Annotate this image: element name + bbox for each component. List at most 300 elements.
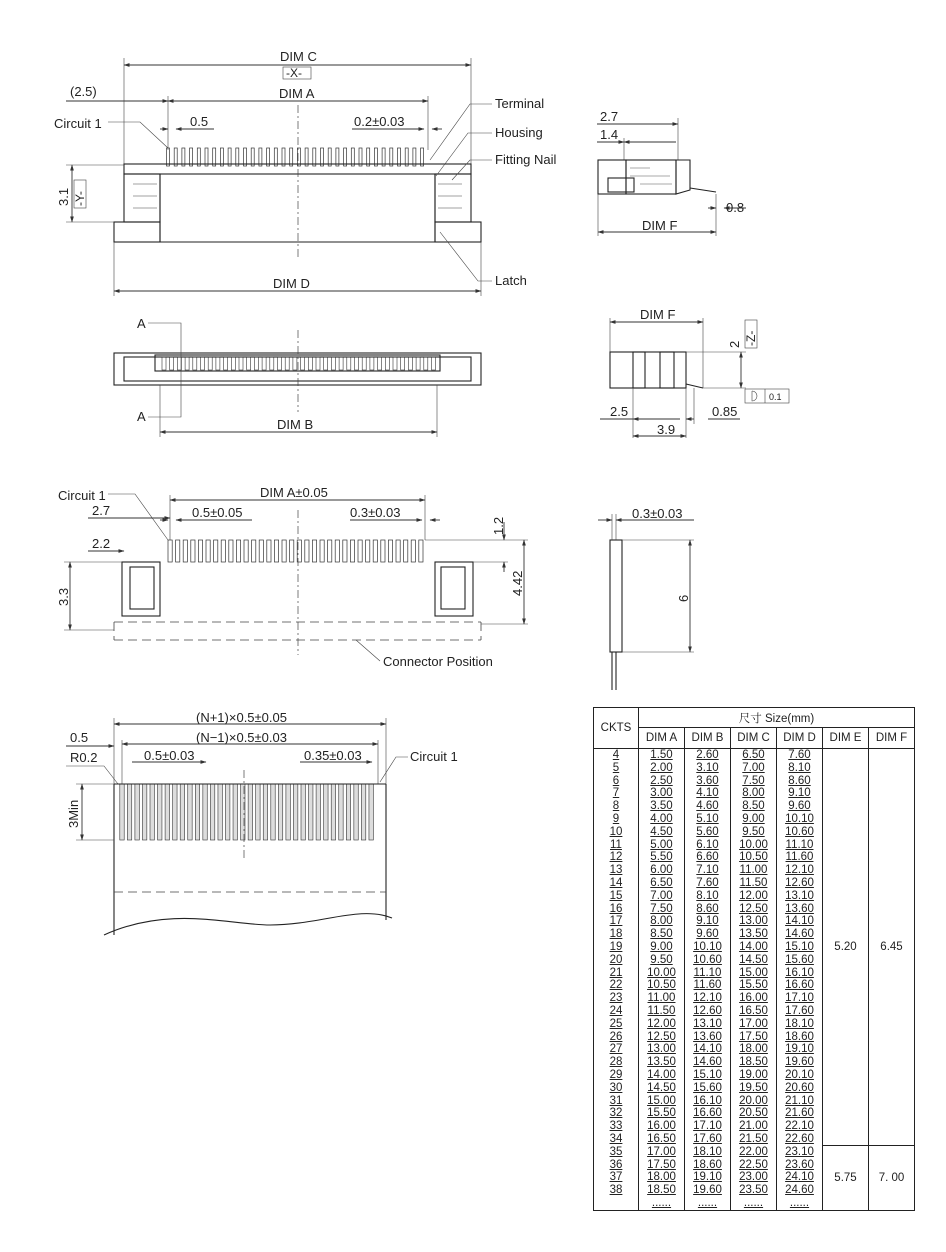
- top-pin: [424, 357, 428, 370]
- top-pin: [170, 357, 174, 370]
- pcb-pad: [221, 540, 225, 562]
- pcb-pad: [176, 540, 180, 562]
- dim-cell: 7.10: [685, 864, 731, 877]
- top-pin: [216, 357, 220, 370]
- pcb-pad: [244, 540, 248, 562]
- dim-cell: 9.10: [777, 787, 823, 800]
- dim-cell: 7.50: [731, 775, 777, 788]
- dim-cell: 11.50: [639, 1005, 685, 1018]
- dim-cell: 24.60: [777, 1184, 823, 1197]
- dim-cell: 20.60: [777, 1082, 823, 1095]
- dim-cell: 18.00: [639, 1171, 685, 1184]
- terminal-pin: [244, 148, 247, 166]
- col-dim-b: DIM B: [685, 728, 731, 749]
- terminal-pin: [328, 148, 331, 166]
- dim-cell: 18.50: [639, 1184, 685, 1197]
- dim-cell: 11.00: [639, 992, 685, 1005]
- col-dim-c: DIM C: [731, 728, 777, 749]
- cable-d05: 0.5: [70, 730, 89, 745]
- side-view: [597, 109, 746, 236]
- terminal-pin: [313, 148, 316, 166]
- terminal-pin: [367, 148, 370, 166]
- dim-d-label: DIM D: [273, 276, 310, 291]
- cable-trace: [271, 784, 275, 840]
- dim-cell: 17.10: [777, 992, 823, 1005]
- pitch-label: 0.5: [190, 114, 209, 129]
- top-pin: [278, 357, 282, 370]
- dim-cell: 8.60: [685, 903, 731, 916]
- pcb-pad: [396, 540, 400, 562]
- pcb-pad: [381, 540, 385, 562]
- dim-cell: 14.50: [639, 1082, 685, 1095]
- pcb-d27: 2.7: [92, 503, 111, 518]
- dim-cell: ......: [639, 1197, 685, 1210]
- datum-z: -Z-: [744, 330, 758, 346]
- cable-n-plus: (N+1)×0.5±0.05: [196, 710, 287, 725]
- dim-cell: 2.50: [639, 775, 685, 788]
- dim-cell: 3.60: [685, 775, 731, 788]
- top-pin: [316, 357, 320, 370]
- ckts-cell: 28: [594, 1056, 639, 1069]
- dim-cell: 15.10: [685, 1069, 731, 1082]
- pcb-pad: [274, 540, 278, 562]
- dim-cell: 4.00: [639, 813, 685, 826]
- dim-cell: 18.60: [777, 1031, 823, 1044]
- dim-cell: 13.50: [639, 1056, 685, 1069]
- dim-cell: 5.50: [639, 851, 685, 864]
- cable-min-len: 3Min: [66, 799, 81, 828]
- pcb-pad: [404, 540, 408, 562]
- ckts-cell: 11: [594, 839, 639, 852]
- cable-trace: [127, 784, 131, 840]
- dim-cell: 15.50: [731, 979, 777, 992]
- cable-trace: [165, 784, 169, 840]
- pcb-pad: [350, 540, 354, 562]
- dim-cell: 8.50: [731, 800, 777, 813]
- dim-cell: 6.50: [639, 877, 685, 890]
- dim-cell: 9.60: [777, 800, 823, 813]
- cable-trace: [203, 784, 207, 840]
- top-pin: [324, 357, 328, 370]
- dim-cell: 14.50: [731, 954, 777, 967]
- dim-cell: 16.10: [777, 967, 823, 980]
- top-pin: [293, 357, 297, 370]
- dim-cell: 17.60: [685, 1133, 731, 1146]
- ckts-cell: 13: [594, 864, 639, 877]
- pcb-d442: 4.42: [510, 570, 525, 596]
- pcb-pad: [388, 540, 392, 562]
- dim-cell: 17.00: [639, 1146, 685, 1159]
- cable-end-view: [66, 710, 458, 935]
- ckts-cell: 6: [594, 775, 639, 788]
- dim-cell: 13.60: [777, 903, 823, 916]
- cable-trace: [339, 784, 343, 840]
- dim-cell: 8.60: [777, 775, 823, 788]
- ckts-cell: 19: [594, 941, 639, 954]
- dim-cell: 3.00: [639, 787, 685, 800]
- pcb-pad: [267, 540, 271, 562]
- dim-cell: 9.50: [639, 954, 685, 967]
- terminal-pin: [167, 148, 170, 166]
- dim-cell: 15.10: [777, 941, 823, 954]
- cable-pitch: 0.5±0.03: [144, 748, 195, 763]
- pcb-pad: [312, 540, 316, 562]
- top-pin: [301, 357, 305, 370]
- dim-cell: 1.50: [639, 749, 685, 762]
- top-pin: [239, 357, 243, 370]
- cable-trace: [316, 784, 320, 840]
- housing-callout: Housing: [495, 125, 543, 140]
- ckts-cell: 33: [594, 1120, 639, 1133]
- dim-cell: 9.60: [685, 928, 731, 941]
- side2-d25: 2.5: [610, 404, 629, 419]
- cable-trace: [293, 784, 297, 840]
- dim-cell: 6.50: [731, 749, 777, 762]
- pcb-pad: [198, 540, 202, 562]
- ckts-cell: 21: [594, 967, 639, 980]
- terminal-pin: [382, 148, 385, 166]
- side2-d39: 3.9: [657, 422, 676, 437]
- dim-cell: 8.00: [639, 915, 685, 928]
- pcb-pad: [305, 540, 309, 562]
- terminal-pin: [282, 148, 285, 166]
- dim-cell: 16.60: [685, 1107, 731, 1120]
- cable-trace: [248, 784, 252, 840]
- cable-trace: [135, 784, 139, 840]
- top-pin: [393, 357, 397, 370]
- pcb-pad: [290, 540, 294, 562]
- pin-width-label: 0.2±0.03: [354, 114, 405, 129]
- dim-cell: 11.50: [731, 877, 777, 890]
- datum-y: -Y-: [73, 191, 87, 206]
- side-d27: 2.7: [600, 109, 619, 124]
- ckts-cell: 22: [594, 979, 639, 992]
- dim-cell: 14.00: [731, 941, 777, 954]
- flatness-label: 0.1: [769, 392, 782, 402]
- cable-trace: [180, 784, 184, 840]
- pcb-pad: [229, 540, 233, 562]
- dim-cell: 22.60: [777, 1133, 823, 1146]
- terminal-pin: [290, 148, 293, 166]
- dim-cell: 23.60: [777, 1159, 823, 1172]
- dim-cell: 15.60: [685, 1082, 731, 1095]
- ckts-cell: 4: [594, 749, 639, 762]
- dim-cell: 8.10: [685, 890, 731, 903]
- dim-cell: 13.10: [777, 890, 823, 903]
- cable-trace-row: [120, 784, 374, 840]
- dim-cell: 2.00: [639, 762, 685, 775]
- dim-cell: 4.50: [639, 826, 685, 839]
- col-dim-d: DIM D: [777, 728, 823, 749]
- pcb-pad: [358, 540, 362, 562]
- dim-cell: 7.50: [639, 903, 685, 916]
- cable-trace: [210, 784, 214, 840]
- dim-cell: 14.10: [777, 915, 823, 928]
- dim-cell: 17.50: [731, 1031, 777, 1044]
- side-d08: 0.8: [726, 200, 745, 215]
- dim-cell: 7.00: [731, 762, 777, 775]
- cable-trace: [218, 784, 222, 840]
- pcb-circuit1: Circuit 1: [58, 488, 106, 503]
- dim-cell: 12.10: [685, 992, 731, 1005]
- pcb-pad: [328, 540, 332, 562]
- top-pin: [331, 357, 335, 370]
- pcb-pad: [206, 540, 210, 562]
- dim-cell: 10.10: [777, 813, 823, 826]
- terminal-pin: [259, 148, 262, 166]
- top-pin: [432, 357, 436, 370]
- dim-cell: 18.10: [777, 1018, 823, 1031]
- cable-trace: [301, 784, 305, 840]
- dim-cell: 14.60: [685, 1056, 731, 1069]
- dim-cell: 19.60: [777, 1056, 823, 1069]
- dim-cell: 21.10: [777, 1095, 823, 1108]
- cable-trace: [142, 784, 146, 840]
- top-pin-row: [162, 357, 436, 370]
- dim-cell: 16.00: [639, 1120, 685, 1133]
- pcb-pitch: 0.5±0.05: [192, 505, 243, 520]
- dim-cell: 18.60: [685, 1159, 731, 1172]
- cable-trace: [188, 784, 192, 840]
- dim-cell: 13.10: [685, 1018, 731, 1031]
- group1-dim-e: 5.20: [823, 749, 869, 1146]
- pcb-d12: 1.2: [491, 516, 506, 535]
- cable-trace: [173, 784, 177, 840]
- dim-cell: 19.50: [731, 1082, 777, 1095]
- pcb-pad: [214, 540, 218, 562]
- pcb-pad: [259, 540, 263, 562]
- dim-cell: 6.60: [685, 851, 731, 864]
- terminal-pin: [197, 148, 200, 166]
- dim-cell: 5.10: [685, 813, 731, 826]
- cable-trace: [369, 784, 373, 840]
- group2-dim-f: 7. 00: [869, 1146, 915, 1210]
- cable-trace: [278, 784, 282, 840]
- datum-x: -X-: [286, 66, 302, 80]
- cable-trace: [120, 784, 124, 840]
- top-pin: [355, 357, 359, 370]
- dim-b-label: DIM B: [277, 417, 314, 432]
- ckts-header: CKTS: [594, 708, 639, 749]
- dim-cell: 16.00: [731, 992, 777, 1005]
- height-label: 3.1: [56, 187, 71, 206]
- front-view: [54, 49, 557, 296]
- fpc-view: [598, 506, 694, 690]
- terminal-pin: [305, 148, 308, 166]
- dim-cell: 21.50: [731, 1133, 777, 1146]
- dim-cell: 18.00: [731, 1043, 777, 1056]
- dim-cell: 8.10: [777, 762, 823, 775]
- terminal-pin: [213, 148, 216, 166]
- ckts-cell: 20: [594, 954, 639, 967]
- dim-cell: 13.50: [731, 928, 777, 941]
- dim-cell: 10.50: [639, 979, 685, 992]
- top-pin: [262, 357, 266, 370]
- dim-cell: 7.00: [639, 890, 685, 903]
- top-pin: [270, 357, 274, 370]
- terminal-callout: Terminal: [495, 96, 545, 111]
- top-pin: [347, 357, 351, 370]
- dim-cell: 14.10: [685, 1043, 731, 1056]
- dim-cell: 20.00: [731, 1095, 777, 1108]
- dim-cell: 20.50: [731, 1107, 777, 1120]
- dim-cell: 16.50: [731, 1005, 777, 1018]
- pcb-pad: [335, 540, 339, 562]
- cable-trace: [361, 784, 365, 840]
- pcb-pad: [191, 540, 195, 562]
- dim-cell: 12.60: [685, 1005, 731, 1018]
- terminal-pin: [220, 148, 223, 166]
- cable-trace: [150, 784, 154, 840]
- cable-trace: [158, 784, 162, 840]
- dim-cell: 14.60: [777, 928, 823, 941]
- dim-cell: 21.00: [731, 1120, 777, 1133]
- ckts-cell: 23: [594, 992, 639, 1005]
- dim-cell: 6.10: [685, 839, 731, 852]
- dim-cell: 22.10: [777, 1120, 823, 1133]
- ckts-cell: 36: [594, 1159, 639, 1172]
- dim-cell: 12.50: [639, 1031, 685, 1044]
- top-pin: [185, 357, 189, 370]
- dim-cell: 23.50: [731, 1184, 777, 1197]
- dim-cell: 11.60: [777, 851, 823, 864]
- pcb-pad: [419, 540, 423, 562]
- dim-cell: 21.60: [777, 1107, 823, 1120]
- top-pin: [385, 357, 389, 370]
- dim-cell: 10.60: [685, 954, 731, 967]
- ckts-cell: 37: [594, 1171, 639, 1184]
- col-dim-f: DIM F: [869, 728, 915, 749]
- ckts-cell: [594, 1197, 639, 1210]
- latch-callout: Latch: [495, 273, 527, 288]
- pcb-d33: 3.3: [56, 587, 71, 606]
- pcb-pad: [320, 540, 324, 562]
- dim-cell: 15.60: [777, 954, 823, 967]
- dim-cell: 20.10: [777, 1069, 823, 1082]
- ckts-cell: 24: [594, 1005, 639, 1018]
- terminal-pin: [374, 148, 377, 166]
- ckts-cell: 10: [594, 826, 639, 839]
- dim-a-label: DIM A: [279, 86, 315, 101]
- cable-trace: [331, 784, 335, 840]
- dim-cell: 13.00: [639, 1043, 685, 1056]
- cable-trace: [309, 784, 313, 840]
- top-pin: [224, 357, 228, 370]
- dim-cell: 19.10: [777, 1043, 823, 1056]
- dim-cell: 7.60: [685, 877, 731, 890]
- cable-trace: [256, 784, 260, 840]
- top-pin: [370, 357, 374, 370]
- ckts-cell: 16: [594, 903, 639, 916]
- top-pin: [401, 357, 405, 370]
- size-table: [593, 707, 915, 1211]
- top-pin: [208, 357, 212, 370]
- dim-cell: 24.10: [777, 1171, 823, 1184]
- cable-trace: [263, 784, 267, 840]
- cable-trace: [324, 784, 328, 840]
- top-pin: [308, 357, 312, 370]
- top-pin: [362, 357, 366, 370]
- dim-cell: 18.10: [685, 1146, 731, 1159]
- terminal-pin: [351, 148, 354, 166]
- cable-trace: [195, 784, 199, 840]
- top-pin: [408, 357, 412, 370]
- ckts-cell: 12: [594, 851, 639, 864]
- cable-circuit1: Circuit 1: [410, 749, 458, 764]
- dim-cell: 10.60: [777, 826, 823, 839]
- cable-trace: [286, 784, 290, 840]
- pcb-pad: [343, 540, 347, 562]
- dim-cell: 8.50: [639, 928, 685, 941]
- ckts-cell: 25: [594, 1018, 639, 1031]
- dim-cell: 10.00: [731, 839, 777, 852]
- dim-cell: 15.00: [639, 1095, 685, 1108]
- dim-cell: 17.00: [731, 1018, 777, 1031]
- dim-cell: 10.10: [685, 941, 731, 954]
- ckts-cell: 26: [594, 1031, 639, 1044]
- table-row: [594, 1146, 915, 1159]
- ckts-cell: 34: [594, 1133, 639, 1146]
- dim-cell: ......: [685, 1197, 731, 1210]
- dim-cell: 17.50: [639, 1159, 685, 1172]
- top-pin: [339, 357, 343, 370]
- dim-cell: 2.60: [685, 749, 731, 762]
- dim-cell: 22.50: [731, 1159, 777, 1172]
- terminal-pin: [359, 148, 362, 166]
- top-pin: [193, 357, 197, 370]
- ckts-cell: 31: [594, 1095, 639, 1108]
- dim-cell: ......: [777, 1197, 823, 1210]
- top-pin: [201, 357, 205, 370]
- pcb-pad-row: [168, 540, 423, 562]
- top-pin: [254, 357, 258, 370]
- cable-trace: [233, 784, 237, 840]
- dim-cell: 11.60: [685, 979, 731, 992]
- offset-label: (2.5): [70, 84, 97, 99]
- ckts-cell: 9: [594, 813, 639, 826]
- terminal-pin: [336, 148, 339, 166]
- top-pin: [416, 357, 420, 370]
- col-dim-e: DIM E: [823, 728, 869, 749]
- dim-cell: 12.60: [777, 877, 823, 890]
- dim-c-label: DIM C: [280, 49, 317, 64]
- ckts-cell: 35: [594, 1146, 639, 1159]
- dim-cell: 16.60: [777, 979, 823, 992]
- pcb-dim-a: DIM A±0.05: [260, 485, 328, 500]
- size-header: 尺寸 Size(mm): [639, 708, 915, 728]
- front-pin-row: [167, 148, 424, 166]
- terminal-pin: [267, 148, 270, 166]
- table-row: [594, 749, 915, 762]
- terminal-pin: [190, 148, 193, 166]
- dim-cell: 11.10: [685, 967, 731, 980]
- dim-cell: 15.00: [731, 967, 777, 980]
- ckts-cell: 18: [594, 928, 639, 941]
- dim-cell: 11.10: [777, 839, 823, 852]
- side2-dim-f: DIM F: [640, 307, 676, 322]
- dim-cell: 12.50: [731, 903, 777, 916]
- connector-position-callout: Connector Position: [383, 654, 493, 669]
- dim-cell: 12.00: [731, 890, 777, 903]
- pcb-pad: [168, 540, 172, 562]
- ckts-cell: 27: [594, 1043, 639, 1056]
- pcb-pad: [183, 540, 187, 562]
- group1-dim-f: 6.45: [869, 749, 915, 1146]
- top-pin: [231, 357, 235, 370]
- dim-cell: 6.00: [639, 864, 685, 877]
- terminal-pin: [421, 148, 424, 166]
- top-pin: [378, 357, 382, 370]
